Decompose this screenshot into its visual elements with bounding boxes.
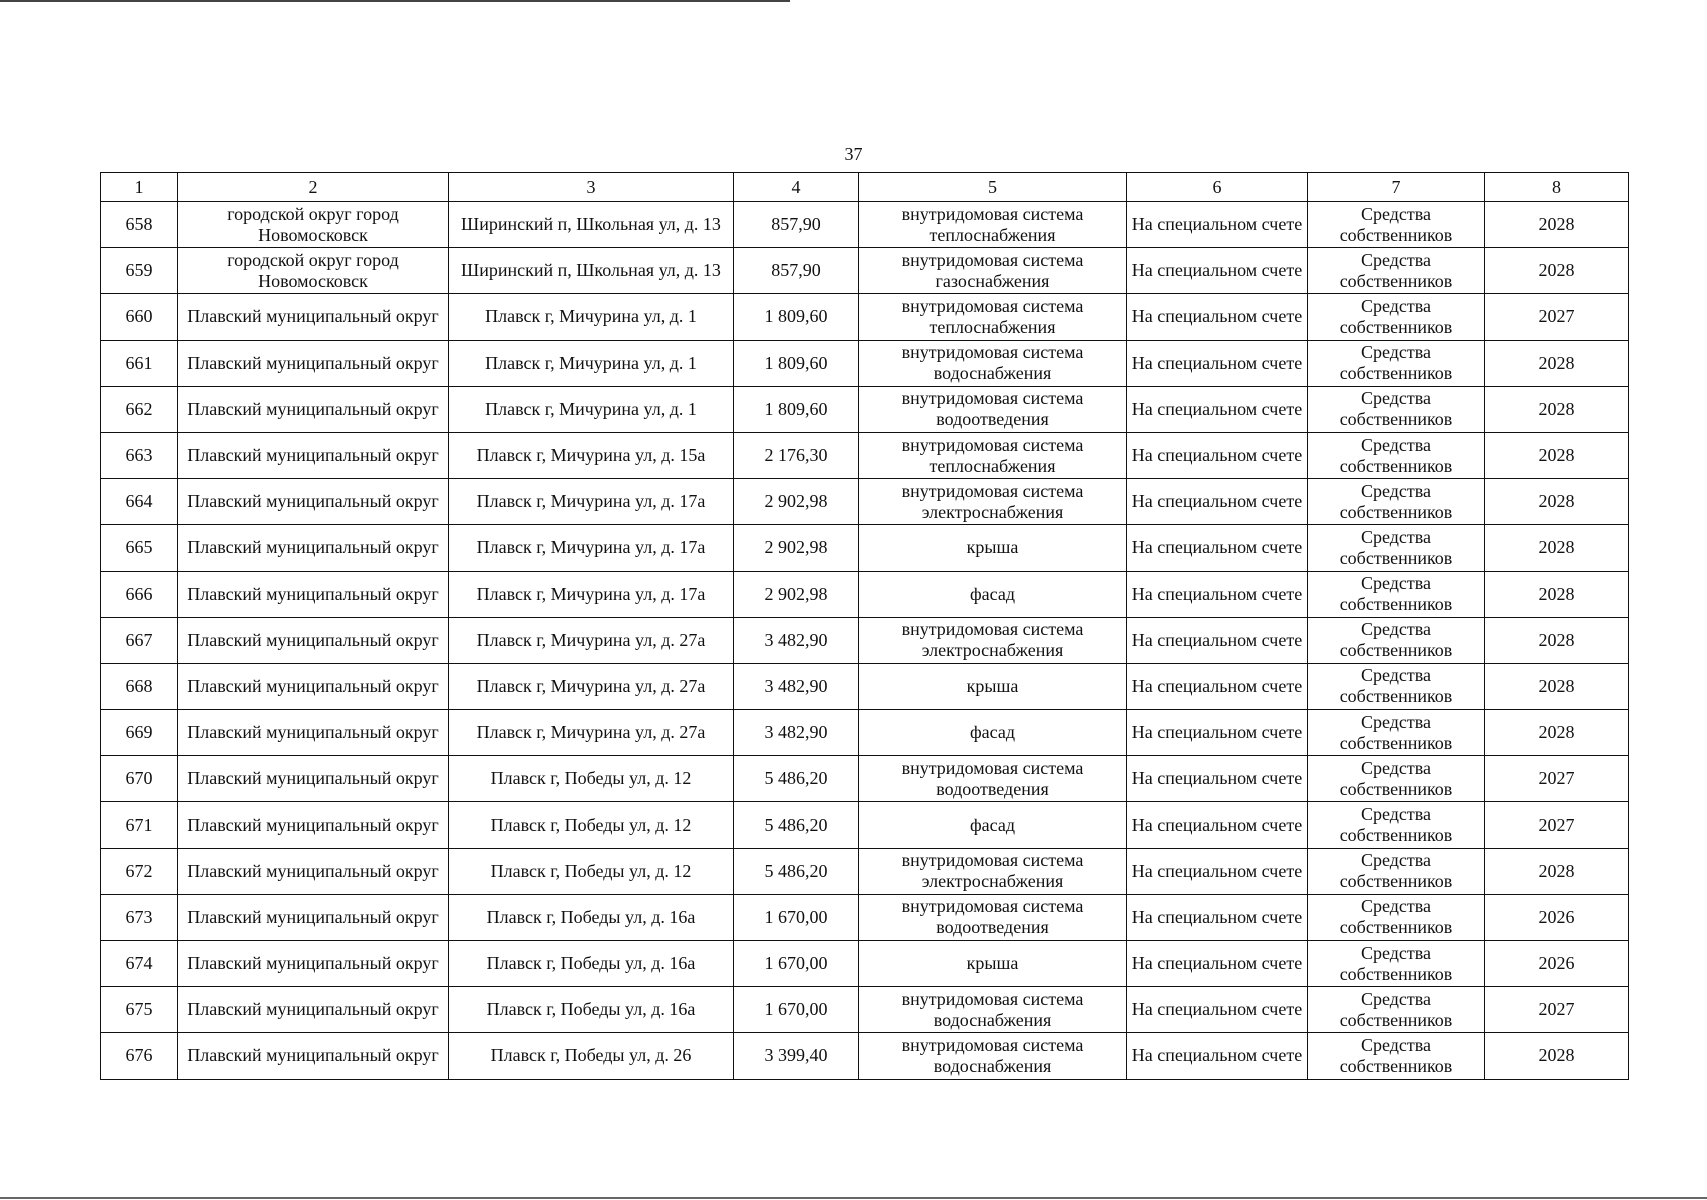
table-row (101, 663, 1629, 709)
municipality-cell: Плавский муниципальный округ (178, 617, 449, 663)
building-system-cell: внутридомовая система водоснабжения (859, 987, 1127, 1033)
address-cell: Ширинский п, Школьная ул, д. 13 (449, 202, 734, 248)
fund-account-cell: На специальном счете (1127, 802, 1308, 848)
fund-account-cell: На специальном счете (1127, 432, 1308, 478)
municipality-cell: Плавский муниципальный округ (178, 987, 449, 1033)
address-cell: Плавск г, Мичурина ул, д. 1 (449, 340, 734, 386)
address-cell: Плавск г, Мичурина ул, д. 1 (449, 386, 734, 432)
repair-year-cell: 2028 (1485, 1033, 1629, 1079)
column-header: 1 (101, 173, 178, 202)
row-number-cell: 675 (101, 987, 178, 1033)
area-cell: 1 670,00 (734, 894, 859, 940)
municipality-cell: Плавский муниципальный округ (178, 941, 449, 987)
repair-year-cell: 2028 (1485, 432, 1629, 478)
area-cell: 5 486,20 (734, 848, 859, 894)
building-system-cell: внутридомовая система теплоснабжения (859, 294, 1127, 340)
table-row (101, 617, 1629, 663)
repair-year-cell: 2027 (1485, 802, 1629, 848)
row-number-cell: 673 (101, 894, 178, 940)
address-cell: Плавск г, Победы ул, д. 26 (449, 1033, 734, 1079)
table-row (101, 479, 1629, 525)
column-header: 2 (178, 173, 449, 202)
fund-account-cell: На специальном счете (1127, 617, 1308, 663)
fund-account-cell: На специальном счете (1127, 340, 1308, 386)
funding-source-cell: Средства собственников (1308, 617, 1485, 663)
fund-account-cell: На специальном счете (1127, 525, 1308, 571)
repair-year-cell: 2028 (1485, 202, 1629, 248)
area-cell: 2 902,98 (734, 525, 859, 571)
repair-year-cell: 2027 (1485, 987, 1629, 1033)
address-cell: Плавск г, Победы ул, д. 12 (449, 802, 734, 848)
municipality-cell: Плавский муниципальный округ (178, 525, 449, 571)
table-body (101, 202, 1629, 1080)
column-header: 8 (1485, 173, 1629, 202)
row-number-cell: 666 (101, 571, 178, 617)
municipality-cell: Плавский муниципальный округ (178, 663, 449, 709)
address-cell: Плавск г, Мичурина ул, д. 27а (449, 617, 734, 663)
fund-account-cell: На специальном счете (1127, 894, 1308, 940)
repair-year-cell: 2026 (1485, 941, 1629, 987)
address-cell: Плавск г, Мичурина ул, д. 27а (449, 710, 734, 756)
municipality-cell: Плавский муниципальный округ (178, 756, 449, 802)
row-number-cell: 662 (101, 386, 178, 432)
municipality-cell: городской округ город Новомосковск (178, 248, 449, 294)
building-system-cell: фасад (859, 571, 1127, 617)
building-system-cell: внутридомовая система водоотведения (859, 756, 1127, 802)
repair-year-cell: 2028 (1485, 248, 1629, 294)
repair-year-cell: 2028 (1485, 710, 1629, 756)
address-cell: Плавск г, Победы ул, д. 16а (449, 894, 734, 940)
table-row (101, 525, 1629, 571)
funding-source-cell: Средства собственников (1308, 802, 1485, 848)
building-system-cell: внутридомовая система электроснабжения (859, 479, 1127, 525)
table-header (101, 173, 1629, 202)
area-cell: 3 482,90 (734, 663, 859, 709)
address-cell: Плавск г, Мичурина ул, д. 15а (449, 432, 734, 478)
fund-account-cell: На специальном счете (1127, 202, 1308, 248)
area-cell: 857,90 (734, 248, 859, 294)
area-cell: 1 670,00 (734, 987, 859, 1033)
municipality-cell: Плавский муниципальный округ (178, 479, 449, 525)
address-cell: Плавск г, Победы ул, д. 16а (449, 987, 734, 1033)
building-system-cell: внутридомовая система электроснабжения (859, 617, 1127, 663)
funding-source-cell: Средства собственников (1308, 941, 1485, 987)
funding-source-cell: Средства собственников (1308, 340, 1485, 386)
municipality-cell: Плавский муниципальный округ (178, 571, 449, 617)
row-number-cell: 670 (101, 756, 178, 802)
table-row (101, 340, 1629, 386)
building-system-cell: крыша (859, 941, 1127, 987)
scan-edge-line-bottom (0, 1197, 1707, 1199)
fund-account-cell: На специальном счете (1127, 571, 1308, 617)
funding-source-cell: Средства собственников (1308, 756, 1485, 802)
area-cell: 5 486,20 (734, 802, 859, 848)
building-system-cell: крыша (859, 525, 1127, 571)
building-system-cell: внутридомовая система теплоснабжения (859, 202, 1127, 248)
table-row (101, 987, 1629, 1033)
repair-year-cell: 2028 (1485, 479, 1629, 525)
municipality-cell: Плавский муниципальный округ (178, 386, 449, 432)
table-row (101, 941, 1629, 987)
table-row (101, 432, 1629, 478)
building-system-cell: внутридомовая система электроснабжения (859, 848, 1127, 894)
column-header: 7 (1308, 173, 1485, 202)
area-cell: 3 482,90 (734, 710, 859, 756)
repair-registry-table (100, 172, 1629, 1080)
header-row (101, 173, 1629, 202)
fund-account-cell: На специальном счете (1127, 663, 1308, 709)
row-number-cell: 659 (101, 248, 178, 294)
building-system-cell: крыша (859, 663, 1127, 709)
area-cell: 3 399,40 (734, 1033, 859, 1079)
fund-account-cell: На специальном счете (1127, 756, 1308, 802)
row-number-cell: 676 (101, 1033, 178, 1079)
repair-year-cell: 2027 (1485, 294, 1629, 340)
table-row (101, 756, 1629, 802)
funding-source-cell: Средства собственников (1308, 710, 1485, 756)
funding-source-cell: Средства собственников (1308, 894, 1485, 940)
table-row (101, 1033, 1629, 1079)
fund-account-cell: На специальном счете (1127, 294, 1308, 340)
fund-account-cell: На специальном счете (1127, 987, 1308, 1033)
municipality-cell: Плавский муниципальный округ (178, 848, 449, 894)
fund-account-cell: На специальном счете (1127, 941, 1308, 987)
funding-source-cell: Средства собственников (1308, 848, 1485, 894)
row-number-cell: 663 (101, 432, 178, 478)
repair-year-cell: 2026 (1485, 894, 1629, 940)
area-cell: 1 670,00 (734, 941, 859, 987)
table-row (101, 802, 1629, 848)
row-number-cell: 669 (101, 710, 178, 756)
fund-account-cell: На специальном счете (1127, 248, 1308, 294)
municipality-cell: Плавский муниципальный округ (178, 894, 449, 940)
row-number-cell: 661 (101, 340, 178, 386)
fund-account-cell: На специальном счете (1127, 1033, 1308, 1079)
building-system-cell: фасад (859, 710, 1127, 756)
repair-year-cell: 2028 (1485, 340, 1629, 386)
funding-source-cell: Средства собственников (1308, 571, 1485, 617)
area-cell: 857,90 (734, 202, 859, 248)
area-cell: 1 809,60 (734, 386, 859, 432)
municipality-cell: Плавский муниципальный округ (178, 340, 449, 386)
address-cell: Плавск г, Мичурина ул, д. 17а (449, 571, 734, 617)
repair-year-cell: 2028 (1485, 386, 1629, 432)
fund-account-cell: На специальном счете (1127, 479, 1308, 525)
funding-source-cell: Средства собственников (1308, 663, 1485, 709)
table-row (101, 848, 1629, 894)
column-header: 6 (1127, 173, 1308, 202)
funding-source-cell: Средства собственников (1308, 525, 1485, 571)
table-row (101, 894, 1629, 940)
column-header: 4 (734, 173, 859, 202)
address-cell: Плавск г, Мичурина ул, д. 17а (449, 525, 734, 571)
row-number-cell: 674 (101, 941, 178, 987)
municipality-cell: Плавский муниципальный округ (178, 1033, 449, 1079)
address-cell: Плавск г, Мичурина ул, д. 1 (449, 294, 734, 340)
address-cell: Плавск г, Победы ул, д. 12 (449, 756, 734, 802)
table-row (101, 248, 1629, 294)
row-number-cell: 668 (101, 663, 178, 709)
area-cell: 1 809,60 (734, 340, 859, 386)
funding-source-cell: Средства собственников (1308, 202, 1485, 248)
funding-source-cell: Средства собственников (1308, 432, 1485, 478)
table-row (101, 710, 1629, 756)
row-number-cell: 665 (101, 525, 178, 571)
row-number-cell: 660 (101, 294, 178, 340)
address-cell: Плавск г, Победы ул, д. 12 (449, 848, 734, 894)
area-cell: 3 482,90 (734, 617, 859, 663)
area-cell: 2 902,98 (734, 479, 859, 525)
municipality-cell: городской округ город Новомосковск (178, 202, 449, 248)
funding-source-cell: Средства собственников (1308, 248, 1485, 294)
building-system-cell: внутридомовая система водоснабжения (859, 1033, 1127, 1079)
area-cell: 2 176,30 (734, 432, 859, 478)
building-system-cell: внутридомовая система теплоснабжения (859, 432, 1127, 478)
building-system-cell: внутридомовая система водоотведения (859, 386, 1127, 432)
address-cell: Ширинский п, Школьная ул, д. 13 (449, 248, 734, 294)
fund-account-cell: На специальном счете (1127, 710, 1308, 756)
area-cell: 1 809,60 (734, 294, 859, 340)
building-system-cell: внутридомовая система газоснабжения (859, 248, 1127, 294)
column-header: 5 (859, 173, 1127, 202)
repair-year-cell: 2027 (1485, 756, 1629, 802)
funding-source-cell: Средства собственников (1308, 294, 1485, 340)
address-cell: Плавск г, Победы ул, д. 16а (449, 941, 734, 987)
repair-year-cell: 2028 (1485, 848, 1629, 894)
municipality-cell: Плавский муниципальный округ (178, 802, 449, 848)
building-system-cell: внутридомовая система водоснабжения (859, 340, 1127, 386)
repair-year-cell: 2028 (1485, 617, 1629, 663)
column-header: 3 (449, 173, 734, 202)
funding-source-cell: Средства собственников (1308, 987, 1485, 1033)
row-number-cell: 672 (101, 848, 178, 894)
funding-source-cell: Средства собственников (1308, 479, 1485, 525)
page-number: 37 (844, 144, 863, 164)
row-number-cell: 667 (101, 617, 178, 663)
municipality-cell: Плавский муниципальный округ (178, 710, 449, 756)
table-row (101, 571, 1629, 617)
address-cell: Плавск г, Мичурина ул, д. 17а (449, 479, 734, 525)
scan-edge-line-top (0, 0, 790, 2)
area-cell: 5 486,20 (734, 756, 859, 802)
building-system-cell: фасад (859, 802, 1127, 848)
table-row (101, 294, 1629, 340)
funding-source-cell: Средства собственников (1308, 386, 1485, 432)
funding-source-cell: Средства собственников (1308, 1033, 1485, 1079)
repair-year-cell: 2028 (1485, 571, 1629, 617)
table-row (101, 202, 1629, 248)
building-system-cell: внутридомовая система водоотведения (859, 894, 1127, 940)
table-row (101, 386, 1629, 432)
area-cell: 2 902,98 (734, 571, 859, 617)
fund-account-cell: На специальном счете (1127, 386, 1308, 432)
row-number-cell: 658 (101, 202, 178, 248)
repair-year-cell: 2028 (1485, 525, 1629, 571)
address-cell: Плавск г, Мичурина ул, д. 27а (449, 663, 734, 709)
municipality-cell: Плавский муниципальный округ (178, 432, 449, 478)
municipality-cell: Плавский муниципальный округ (178, 294, 449, 340)
repair-year-cell: 2028 (1485, 663, 1629, 709)
fund-account-cell: На специальном счете (1127, 848, 1308, 894)
row-number-cell: 671 (101, 802, 178, 848)
row-number-cell: 664 (101, 479, 178, 525)
